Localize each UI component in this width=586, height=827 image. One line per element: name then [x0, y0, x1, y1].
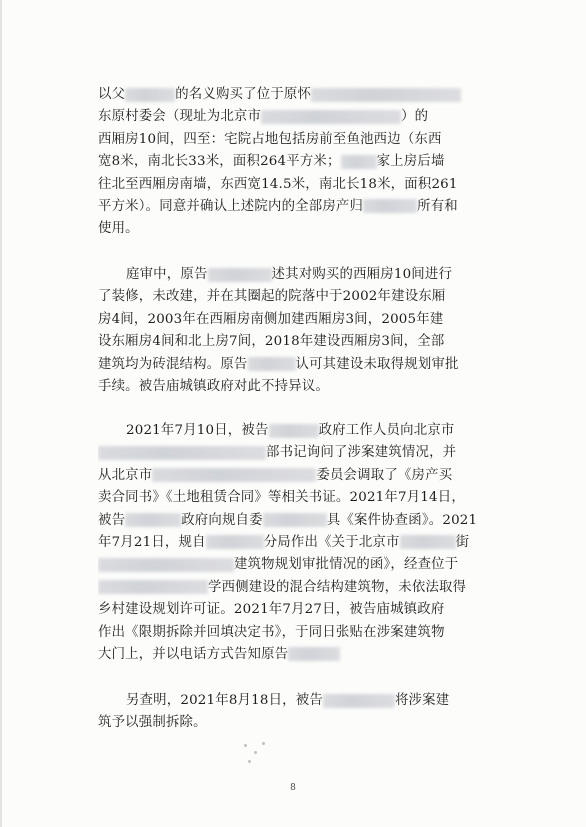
text-line: [98, 622, 518, 644]
text-line: [98, 309, 518, 331]
text-segment: 庭审中，原告: [126, 267, 208, 282]
text-segment: 被告: [98, 512, 126, 528]
text-segment: 将涉案建: [394, 693, 450, 708]
text-line: [98, 510, 518, 532]
redaction-block: [263, 513, 327, 527]
text-segment: 具《案件协查函》。2021: [326, 512, 478, 528]
text-line: [98, 151, 518, 173]
text-line: [98, 84, 518, 106]
text-segment: 政府向规自委: [181, 512, 263, 528]
text-segment: 作出《限期拆除并回填决定书》，于同日张贴在涉案建筑物: [98, 624, 445, 640]
text-segment: 大门上，并以电话方式告知原告: [98, 646, 289, 662]
paragraph-demolition: [98, 690, 518, 735]
page-number: 8: [290, 783, 296, 793]
text-segment: 房4间，2003年在西厢房南侧加建西厢房3间，2005年建: [98, 311, 444, 327]
scan-speck: [248, 760, 251, 763]
text-segment: 另查明，2021年8月18日，被告: [126, 693, 323, 708]
text-segment: 以父: [98, 87, 126, 102]
text-line: [98, 331, 518, 353]
redaction-block: [363, 199, 417, 213]
text-segment: 西厢房10间，四至：宅院占地包括房前至鱼池西边（东西: [98, 131, 442, 147]
text-line: [98, 264, 518, 286]
text-segment: 从北京市: [98, 467, 153, 483]
text-segment: 平方米）。同意并确认上述院内的全部房产归: [98, 198, 364, 214]
text-segment: 2021年7月10日，被告: [126, 423, 269, 438]
redaction-block: [98, 558, 234, 572]
redaction-block: [323, 694, 395, 708]
scan-speck: [262, 742, 265, 745]
text-line: [98, 554, 518, 576]
text-segment: 筑予以强制拆除。: [98, 715, 207, 731]
text-line: [98, 644, 518, 666]
text-segment: 了装修，未改建，并在其圈起的院落中于2002年建设东厢: [98, 289, 446, 305]
text-segment: 宽8米，南北长33米，面积264平方米；: [98, 154, 341, 170]
scan-speck: [244, 744, 247, 747]
redaction-block: [125, 513, 181, 527]
text-segment: 设东厢房4间和北上房7间，2018年建设西厢房3间，全部: [98, 334, 445, 350]
text-segment: 乡村建设规划许可证。2021年7月27日，被告庙城镇政府: [98, 602, 445, 618]
text-segment: 委员会调取了《房产买: [316, 467, 453, 483]
text-segment: ）的: [401, 109, 429, 125]
text-segment: 政府工作人员向北京市: [318, 423, 455, 438]
text-line: [98, 286, 518, 308]
text-segment: 的名义购买了位于原怀: [175, 87, 312, 102]
text-line: [98, 420, 518, 442]
text-segment: 卖合同书》《土地租赁合同》等相关书证。2021年7月14日，: [98, 490, 465, 506]
text-line: [98, 690, 518, 712]
redaction-block: [98, 446, 266, 460]
redaction-block: [261, 110, 401, 124]
text-segment: 年7月21日，规自: [98, 534, 206, 550]
text-line: [98, 599, 518, 621]
text-line: [98, 129, 518, 151]
text-line: [98, 577, 518, 599]
text-segment: 认可其建设未取得规划审批: [295, 356, 459, 372]
redaction-block: [152, 468, 316, 482]
text-segment: 学西侧建设的混合结构建筑物，未依法取得: [208, 579, 467, 595]
redaction-block: [269, 424, 319, 438]
text-segment: 家上房后墙: [376, 154, 445, 170]
text-segment: 建筑均为砖混结构。原告: [98, 356, 248, 372]
paragraph-investigation-2021: [98, 420, 518, 666]
text-line: [98, 196, 518, 218]
redaction-block: [311, 88, 461, 102]
text-segment: 建筑物规划审批情况的函》，经查位于: [234, 557, 459, 573]
text-line: [98, 376, 518, 398]
text-segment: 街: [455, 534, 470, 550]
text-segment: 使用。: [98, 221, 139, 237]
page-left-edge: [0, 0, 2, 827]
text-line: [98, 106, 518, 128]
paragraph-court-hearing: [98, 264, 518, 398]
text-line: [98, 487, 518, 509]
redaction-block: [248, 357, 296, 371]
text-segment: 部书记询问了涉案建筑情况，并: [266, 445, 457, 461]
redaction-block: [400, 535, 456, 549]
text-segment: 述其对购买的西厢房10间进行: [271, 267, 453, 282]
redaction-block: [288, 647, 340, 661]
text-line: [98, 354, 518, 376]
text-line: [98, 465, 518, 487]
text-line: [98, 532, 518, 554]
text-line: [98, 712, 518, 734]
redaction-block: [206, 535, 264, 549]
text-line: [98, 174, 518, 196]
redaction-block: [208, 268, 272, 282]
redaction-block: [125, 88, 175, 102]
text-segment: 所有和: [417, 198, 458, 214]
text-line: [98, 442, 518, 464]
scan-speck: [254, 751, 257, 754]
redaction-block: [98, 580, 208, 594]
text-segment: 往北至西厢房南墙，东西宽14.5米，南北长18米，面积261: [98, 176, 458, 192]
text-segment: 东原村委会（现址为北京市: [98, 109, 262, 125]
redaction-block: [341, 155, 377, 169]
text-segment: 分局作出《关于北京市: [263, 534, 400, 550]
paragraph-purchase-terms: [98, 84, 518, 241]
text-line: [98, 218, 518, 240]
text-segment: 手续。被告庙城镇政府对此不持异议。: [98, 378, 330, 394]
